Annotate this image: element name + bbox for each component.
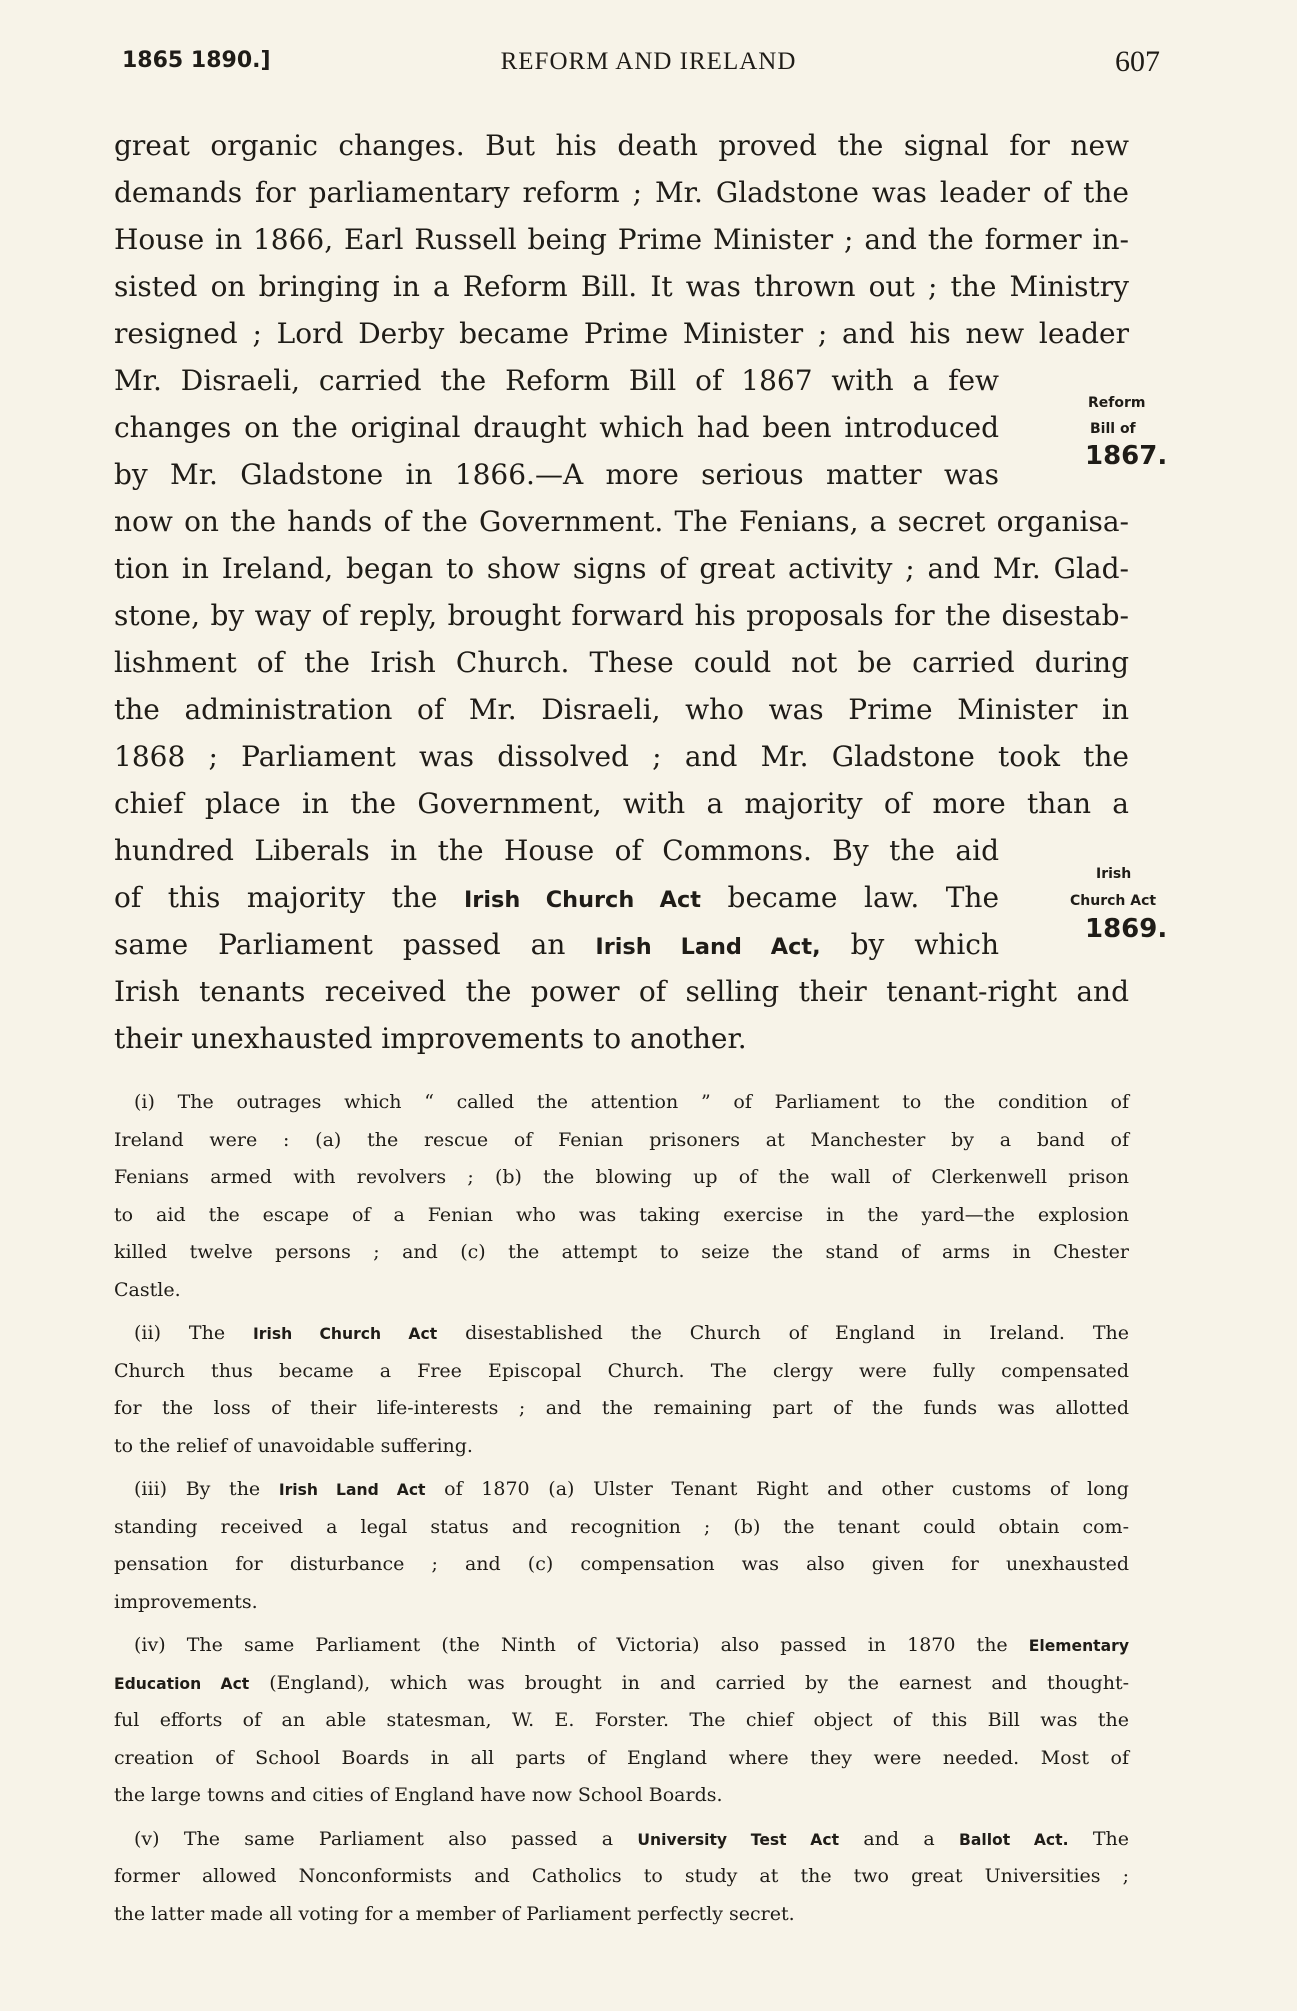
text-line: 1868 ; Parliament was dissolved ; and Mr. Gladstone took the: [114, 740, 1129, 773]
page-number: 607: [1115, 45, 1160, 78]
footnote-ii: [114, 1315, 1129, 1465]
footnote-i: [114, 1084, 1129, 1309]
text-line: by Mr. Gladstone in 1866.—A more serious matter was: [114, 458, 999, 491]
header-title: REFORM AND IRELAND: [500, 48, 797, 75]
text-run: disestablished the Church of England in Ireland. The: [465, 1322, 1130, 1344]
margin-note-reform: Bill of: [1090, 421, 1136, 437]
text-line: tion in Ireland, began to show signs of great activity ; and Mr. Glad-: [114, 552, 1129, 585]
note-line: [114, 1665, 1129, 1703]
bold-term: Irish Church Act: [253, 1325, 438, 1343]
note-line: pensation for disturbance ; and (c) compensation was also given for unexhausted: [114, 1553, 1129, 1575]
text-line: changes on the original draught which had been introduced: [114, 411, 999, 444]
footnote-iv: [114, 1627, 1129, 1815]
text-run: The: [1092, 1827, 1129, 1850]
note-line: the large towns and cities of England have now School Boards.: [114, 1784, 723, 1806]
running-header: [0, 45, 1297, 88]
note-line: [114, 1471, 1129, 1509]
text-line: now on the hands of the Government. The Fenians, a secret organisa-: [114, 505, 1129, 538]
text-run: and a: [863, 1827, 935, 1850]
text-run: (ii) The: [134, 1322, 226, 1344]
margin-note-irish: Irish: [1096, 866, 1132, 882]
margin-note-year: 1869.: [1085, 914, 1168, 944]
note-line: to aid the escape of a Fenian who was taking exercise in the yard—the explosion: [114, 1203, 1129, 1226]
note-line: creation of School Boards in all parts of England where they were needed. Most of: [114, 1746, 1129, 1769]
footnote-iii: [114, 1471, 1129, 1621]
note-line: [114, 1315, 1129, 1353]
note-line: to the relief of unavoidable suffering.: [114, 1434, 473, 1457]
text-run: by which: [850, 928, 999, 961]
bold-term: Irish Land Act: [278, 1481, 426, 1499]
main-text: [114, 122, 1132, 1062]
note-line: Fenians armed with revolvers ; (b) the blowing up of the wall of Clerkenwell prison: [114, 1166, 1129, 1188]
text-line: [114, 921, 999, 968]
text-line: stone, by way of reply, brought forward his proposals for the disestab-: [114, 599, 1129, 632]
note-line: the latter made all voting for a member of Parliament perfectly secret.: [114, 1902, 795, 1925]
note-line: [114, 1821, 1129, 1859]
text-line: Mr. Disraeli, carried the Reform Bill of 1867 with a few: [114, 364, 999, 397]
note-line: Castle.: [114, 1278, 181, 1301]
text-run: same Parliament passed an: [114, 928, 566, 961]
footnote-v: [114, 1821, 1129, 1934]
text-line: House in 1866, Earl Russell being Prime Minister ; and the former in-: [114, 223, 1129, 256]
note-line: ful efforts of an able statesman, W. E. Forster. The chief object of this Bill was the: [114, 1709, 1129, 1731]
text-line: resigned ; Lord Derby became Prime Minister ; and his new leader: [114, 317, 1129, 350]
note-line: Church thus became a Free Episcopal Church. The clergy were fully compensated: [114, 1359, 1129, 1382]
margin-note-irish: Church Act: [1070, 893, 1157, 909]
bold-term: Education Act: [114, 1674, 250, 1693]
note-line: killed twelve persons ; and (c) the attempt to seize the stand of arms in Chester: [114, 1241, 1129, 1263]
text-line: chief place in the Government, with a majority of more than a: [114, 787, 1129, 820]
text-line: demands for parliamentary reform ; Mr. Gladstone was leader of the: [114, 176, 1129, 209]
text-run: became law. The: [727, 881, 1000, 914]
bold-term: Elementary: [1028, 1637, 1129, 1655]
note-line: [114, 1627, 1129, 1665]
text-line: the administration of Mr. Disraeli, who was Prime Minister in: [114, 693, 1129, 726]
text-line: hundred Liberals in the House of Commons. By the aid: [114, 834, 999, 867]
note-line: improvements.: [114, 1590, 258, 1613]
header-years: 1865 1890.]: [122, 48, 271, 73]
text-line: [114, 874, 999, 921]
note-line: former allowed Nonconformists and Catholics to study at the two great Universities ;: [114, 1865, 1129, 1887]
text-line: sisted on bringing in a Reform Bill. It was thrown out ; the Ministry: [114, 270, 1129, 303]
text-line: great organic changes. But his death proved the signal for new: [114, 129, 1129, 162]
text-run: of 1870 (a) Ulster Tenant Right and other customs of long: [444, 1478, 1129, 1500]
text-line: Irish tenants received the power of selling their tenant-right and: [114, 975, 1129, 1008]
text-line: lishment of the Irish Church. These could not be carried during: [114, 646, 1129, 679]
text-run: (iii) By the: [134, 1478, 261, 1500]
text-run: (England), which was brought in and carried by the earnest and thought-: [269, 1671, 1130, 1694]
footnotes: [114, 1084, 1129, 1939]
bold-term: Irish Land Act,: [595, 934, 821, 960]
margin-note-year: 1867.: [1085, 441, 1168, 471]
note-line: standing received a legal status and recognition ; (b) the tenant could obtain com-: [114, 1515, 1129, 1538]
bold-term: Irish Church Act: [463, 887, 701, 913]
margin-note-reform: Reform: [1088, 395, 1146, 411]
text-run: (v) The same Parliament also passed a: [134, 1827, 614, 1850]
note-line: Ireland were : (a) the rescue of Fenian prisoners at Manchester by a band of: [114, 1128, 1129, 1151]
bold-term: University Test Act: [637, 1830, 840, 1849]
bold-term: Ballot Act.: [958, 1830, 1069, 1849]
note-line: (i) The outrages which “ called the attention ” of Parliament to the condition of: [134, 1091, 1129, 1113]
note-line: for the loss of their life-interests ; and the remaining part of the funds was allotted: [114, 1397, 1129, 1419]
text-line: their unexhausted improvements to another.: [114, 1022, 747, 1055]
text-run: of this majority the: [114, 881, 438, 914]
text-run: (iv) The same Parliament (the Ninth of Victoria) also passed in 1870 the: [134, 1634, 1008, 1656]
